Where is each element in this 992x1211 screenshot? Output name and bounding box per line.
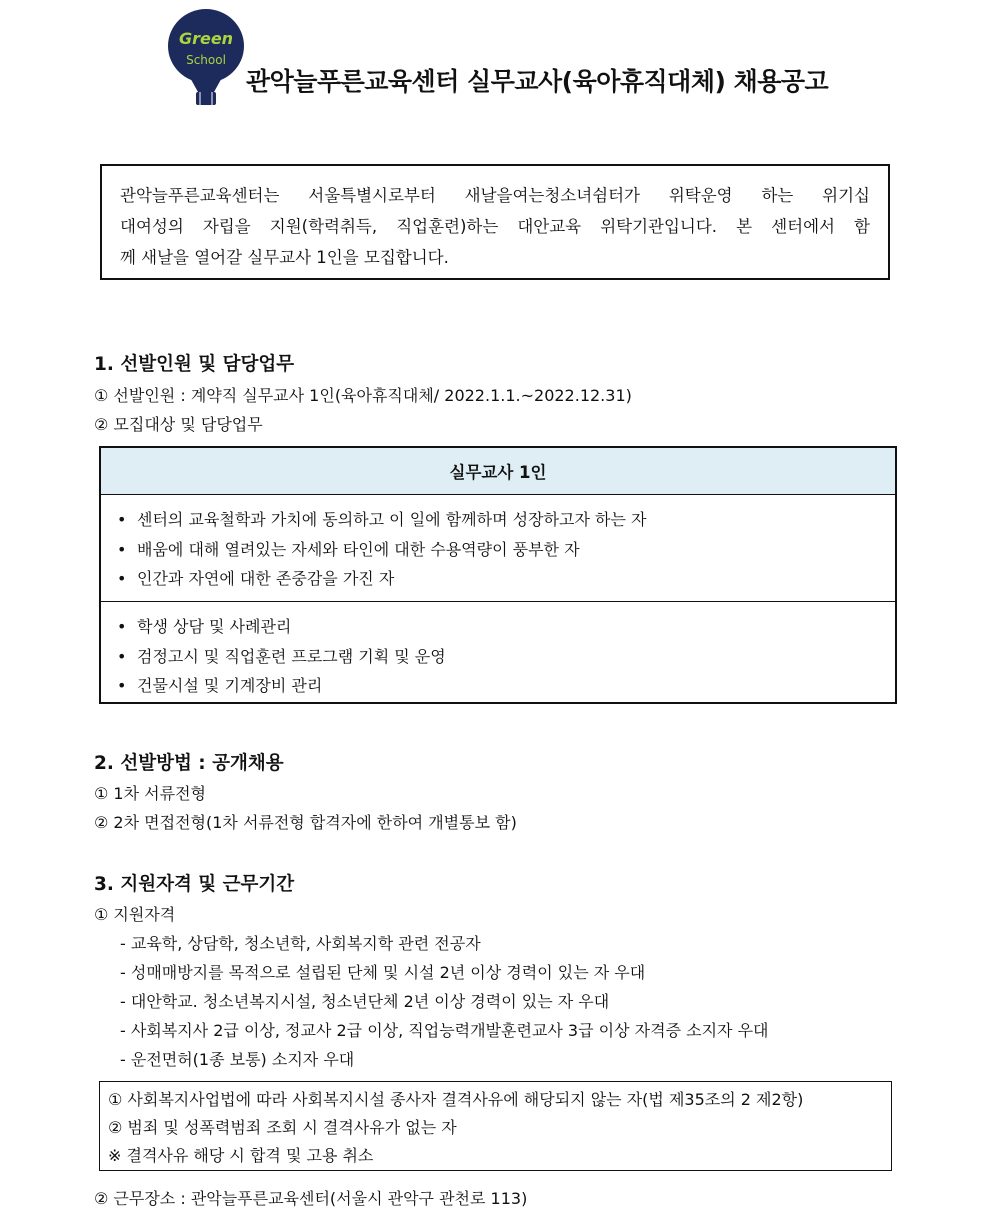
qualification-item: - 운전면허(1종 보통) 소지자 우대 (120, 1050, 355, 1069)
section3-item-qualification: ① 지원자격 (94, 905, 176, 924)
list-item: • 학생 상담 및 사례관리 (117, 617, 292, 636)
section2-item-interview: ② 2차 면접전형(1차 서류전형 합격자에 한하여 개별통보 함) (94, 813, 517, 832)
section1-heading: 1. 선발인원 및 담당업무 (94, 354, 295, 375)
duties-cell (101, 602, 895, 701)
logo-text-school: School (186, 53, 226, 67)
section2-item-documents: ① 1차 서류전형 (94, 784, 206, 803)
job-table-header: 실무교사 1인 (101, 448, 895, 495)
logo-text-green: Green (178, 29, 234, 48)
notice-line: ② 범죄 및 성폭력범죄 조회 시 결격사유가 없는 자 (108, 1118, 457, 1137)
intro-box (100, 164, 890, 280)
qualities-cell (101, 495, 895, 602)
section1-item-recruit: ① 선발인원 : 계약직 실무교사 1인(육아휴직대체/ 2022.1.1.~2022.12.31) (94, 386, 632, 405)
qualification-item: - 교육학, 상담학, 청소년학, 사회복지학 관련 전공자 (120, 934, 481, 953)
green-school-logo (166, 8, 246, 106)
disqualification-notice-box (99, 1081, 892, 1171)
qualification-item: - 사회복지사 2급 이상, 정교사 2급 이상, 직업능력개발훈련교사 3급 이상 자격증 소지자 우대 (120, 1021, 769, 1040)
list-item: • 건물시설 및 기계장비 관리 (117, 676, 323, 695)
list-item: • 검정고시 및 직업훈련 프로그램 기획 및 운영 (117, 646, 446, 666)
notice-line: ① 사회복지사업법에 따라 사회복지시설 종사자 결격사유에 해당되지 않는 자(법 제35조의 2 제2항) (108, 1090, 804, 1109)
list-item: • 배움에 대해 열려있는 자세와 타인에 대한 수용역량이 풍부한 자 (117, 539, 580, 559)
qualification-item: - 성매매방지를 목적으로 설립된 단체 및 시설 2년 이상 경력이 있는 자 우대 (120, 963, 646, 982)
section3-heading: 3. 지원자격 및 근무기간 (94, 874, 295, 895)
qualification-item: - 대안학교. 청소년복지시설, 청소년단체 2년 이상 경력이 있는 자 우대 (120, 992, 610, 1011)
list-item: • 인간과 자연에 대한 존중감을 가진 자 (117, 569, 395, 588)
page-title: 관악늘푸른교육센터 실무교사(육아휴직대체) 채용공고 (246, 67, 829, 96)
list-item: • 센터의 교육철학과 가치에 동의하고 이 일에 함께하며 성장하고자 하는 자 (117, 510, 647, 529)
intro-line: 대여성의 자립을 지원(학력취득, 직업훈련)하는 대안교육 위탁기관입니다. 본 센터에서 함 (120, 217, 870, 236)
notice-line: ※ 결격사유 해당 시 합격 및 고용 취소 (108, 1146, 374, 1165)
section3-item-workplace: ② 근무장소 : 관악늘푸른교육센터(서울시 관악구 관천로 113) (94, 1189, 528, 1208)
section2-heading: 2. 선발방법 : 공개채용 (94, 753, 284, 774)
intro-line: 관악늘푸른교육센터는 서울특별시로부터 새날을여는청소녀쉼터가 위탁운영 하는 위기십 (120, 186, 870, 205)
section1-item-target: ② 모집대상 및 담당업무 (94, 415, 263, 434)
intro-line: 께 새날을 열어갈 실무교사 1인을 모집합니다. (120, 248, 449, 267)
job-table (99, 446, 897, 704)
